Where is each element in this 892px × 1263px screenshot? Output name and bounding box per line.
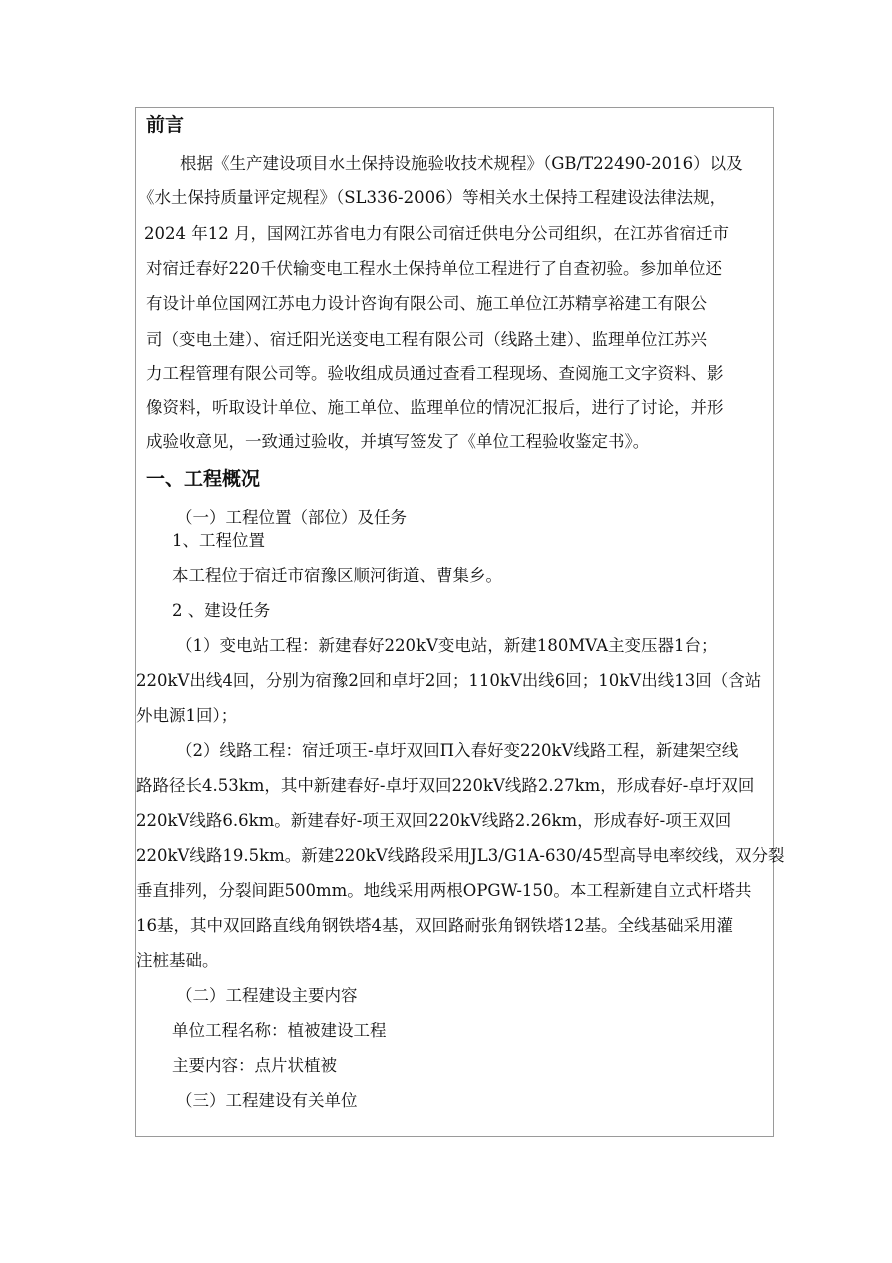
line-work-line: 垂直排列，分裂间距500mm。地线采用两根OPGW-150。本工程新建自立式杆塔共 — [136, 881, 752, 900]
substation-line: 外电源1回）； — [136, 706, 238, 725]
substation-line: 220kV出线4回，分别为宿豫2回和卓圩2回；110kV出线6回；10kV出线13回（含站 — [136, 671, 762, 690]
section-heading: 一、工程概况 — [146, 468, 261, 490]
preface-line: 力工程管理有限公司等。验收组成员通过查看工程现场、查阅施工文字资料、影 — [146, 364, 724, 383]
preface-line: 对宿迁春好220千伏输变电工程水土保持单位工程进行了自查初验。参加单位还 — [146, 259, 722, 278]
subsection-title: （一）工程位置（部位）及任务 — [176, 508, 407, 527]
subsection-title: （二）工程建设主要内容 — [176, 986, 358, 1005]
line-work-line: 路路径长4.53km，其中新建春好-卓圩双回220kV线路2.27km，形成春好-卓圩双回 — [136, 776, 755, 795]
line-work-line: 注桩基础。 — [136, 951, 219, 970]
preface-line: 根据《生产建设项目水土保持设施验收技术规程》（GB/T22490-2016）以及 — [180, 154, 743, 173]
preface-heading: 前言 — [146, 114, 185, 136]
preface-line: 2024 年12 月，国网江苏省电力有限公司宿迁供电分公司组织，在江苏省宿迁市 — [144, 224, 729, 243]
item-title: 2 、建设任务 — [172, 601, 271, 620]
item-title: 1、工程位置 — [172, 531, 265, 550]
main-content: 主要内容：点片状植被 — [172, 1056, 337, 1075]
preface-line: 《水土保持质量评定规程》（SL336-2006）等相关水土保持工程建设法律法规， — [138, 188, 727, 207]
unit-name: 单位工程名称：植被建设工程 — [172, 1021, 387, 1040]
substation-line: （1）变电站工程：新建春好220kV变电站，新建180MVA主变压器1台； — [176, 636, 718, 655]
preface-line: 司（变电土建）、宿迁阳光送变电工程有限公司（线路土建）、监理单位江苏兴 — [146, 330, 707, 349]
line-work-line: 220kV线路19.5km。新建220kV线路段采用JL3/G1A-630/45型高导电率绞线，双分裂 — [136, 846, 785, 865]
location-text: 本工程位于宿迁市宿豫区顺河街道、曹集乡。 — [172, 566, 502, 585]
preface-line: 有设计单位国网江苏电力设计咨询有限公司、施工单位江苏精享裕建工有限公 — [146, 294, 707, 313]
subsection-title: （三）工程建设有关单位 — [176, 1091, 358, 1110]
line-work-line: 16基，其中双回路直线角钢铁塔4基，双回路耐张角钢铁塔12基。全线基础采用灌 — [136, 916, 733, 935]
preface-line: 像资料，听取设计单位、施工单位、监理单位的情况汇报后，进行了讨论，并形 — [146, 398, 724, 417]
line-work-line: （2）线路工程：宿迁项王-卓圩双回Π入春好变220kV线路工程，新建架空线 — [176, 741, 739, 760]
preface-line: 成验收意见，一致通过验收，并填写签发了《单位工程验收鉴定书》。 — [146, 432, 650, 451]
line-work-line: 220kV线路6.6km。新建春好-项王双回220kV线路2.26km，形成春好-项王双回 — [136, 811, 732, 830]
